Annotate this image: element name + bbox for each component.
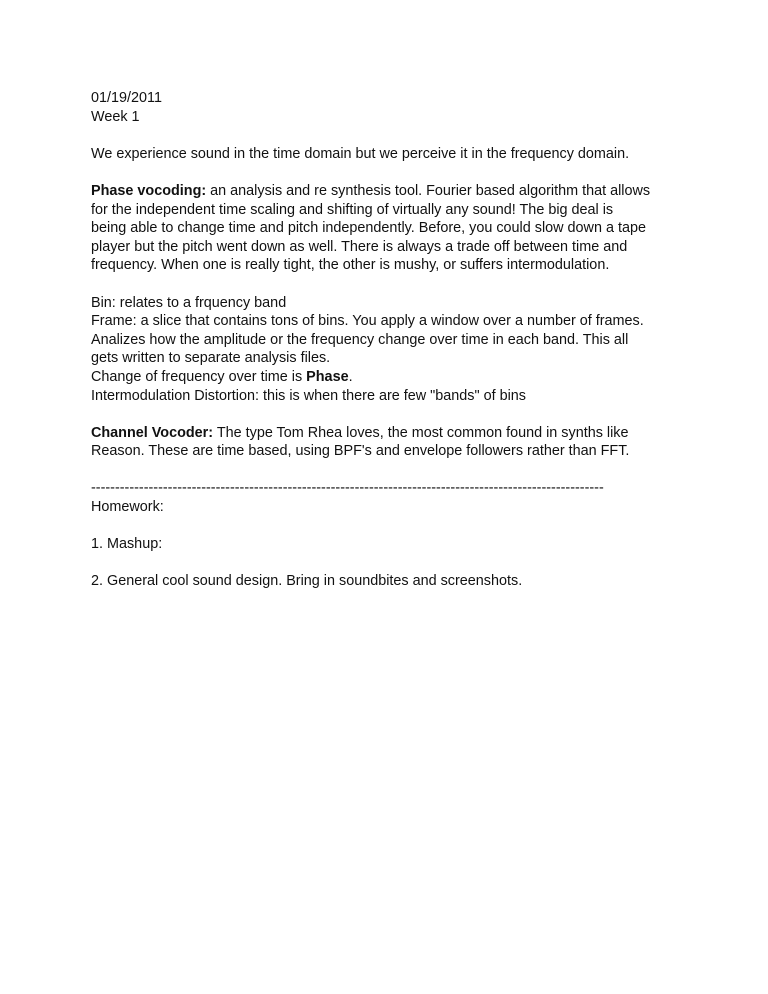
- spacer: [91, 517, 691, 536]
- week-line: Week 1: [91, 108, 140, 125]
- bin-definition: Bin: relates to a frquency band: [91, 294, 287, 311]
- intermodulation-definition: Intermodulation Distortion: this is when there are few "bands" of bins: [91, 387, 526, 404]
- homework-item: 2. General cool sound design. Bring in soundbites and screenshots.: [91, 573, 523, 590]
- phase-vocoding-paragraph: [91, 182, 691, 275]
- document-body: [91, 89, 691, 591]
- phase-vocoding-line: [91, 182, 691, 201]
- spacer: [91, 405, 691, 424]
- dashed-divider: -----------------------------------------------------------------------------------------------------------: [91, 480, 604, 497]
- channel-vocoder-text: The type Tom Rhea loves, the most common found in synths like: [216, 424, 629, 441]
- frame-definition: Frame: a slice that contains tons of bins. You apply a window over a number of frames.: [91, 313, 644, 330]
- channel-vocoder-line: Reason. These are time based, using BPF's and envelope followers rather than FFT.: [91, 443, 630, 460]
- date-line: 01/19/2011: [91, 90, 162, 106]
- channel-vocoder-paragraph: [91, 424, 691, 461]
- phase-vocoding-text: an analysis and re synthesis tool. Fourier based algorithm that allows: [210, 182, 651, 199]
- phase-definition: [91, 368, 691, 387]
- phase-term: Phase: [306, 368, 349, 385]
- spacer: [91, 461, 691, 480]
- phase-vocoding-line: player but the pitch went down as well. There is always a trade off between time and: [91, 238, 628, 255]
- phase-vocoding-line: being able to change time and pitch independently. Before, you could slow down a tape: [91, 220, 646, 237]
- analizes-line: gets written to separate analysis files.: [91, 350, 331, 367]
- channel-vocoder-line: [91, 424, 691, 443]
- homework-item: 1. Mashup:: [91, 536, 163, 553]
- spacer: [91, 275, 691, 294]
- phase-vocoding-line: frequency. When one is really tight, the other is mushy, or suffers intermodulation.: [91, 257, 610, 274]
- intro-paragraph: We experience sound in the time domain but we perceive it in the frequency domain.: [91, 145, 630, 162]
- homework-heading: Homework:: [91, 499, 164, 516]
- phase-definition-suffix: .: [348, 368, 353, 385]
- spacer: [91, 554, 691, 573]
- channel-vocoder-term: Channel Vocoder:: [91, 424, 214, 441]
- spacer: [91, 126, 691, 145]
- phase-definition-prefix: Change of frequency over time is: [91, 368, 307, 385]
- spacer: [91, 163, 691, 182]
- definitions-block: [91, 294, 691, 406]
- phase-vocoding-term: Phase vocoding:: [91, 182, 207, 199]
- analizes-line: Analizes how the amplitude or the frequency change over time in each band. This all: [91, 331, 629, 348]
- phase-vocoding-line: for the independent time scaling and shifting of virtually any sound! The big deal is: [91, 201, 614, 218]
